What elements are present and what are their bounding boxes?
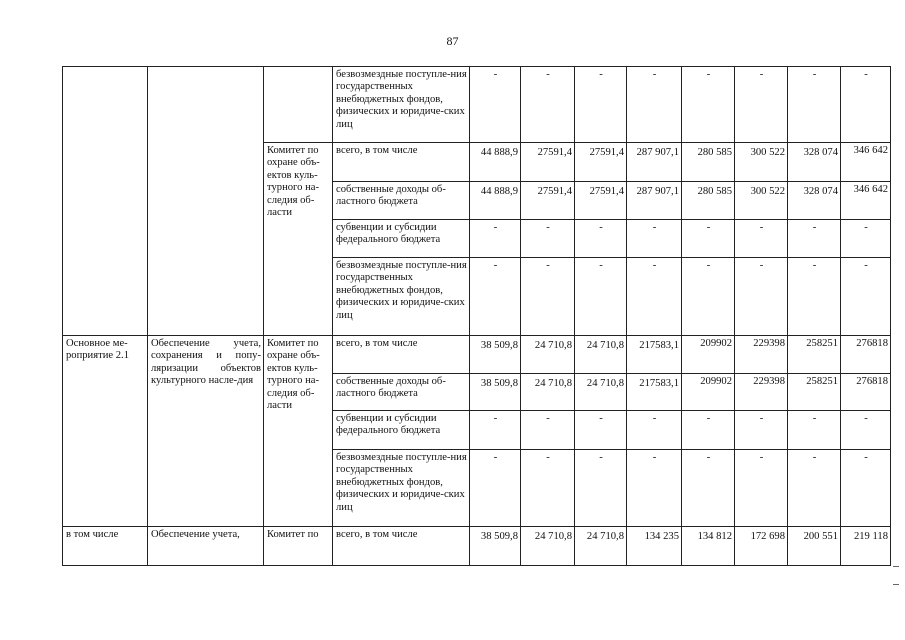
value-cell: - bbox=[521, 411, 575, 450]
value-cell: 209902 bbox=[682, 374, 735, 411]
value-cell: - bbox=[735, 67, 788, 143]
value-cell: 229398 bbox=[735, 336, 788, 374]
responsible-executor-cell: Комитет по bbox=[264, 527, 333, 566]
value-cell: 24 710,8 bbox=[575, 527, 627, 566]
value-cell: - bbox=[788, 67, 841, 143]
empty-description-cell bbox=[148, 67, 264, 336]
table-row bbox=[63, 527, 891, 566]
value-cell: - bbox=[521, 220, 575, 258]
value-cell: - bbox=[470, 411, 521, 450]
value-cell: 328 074 bbox=[788, 143, 841, 182]
value-cell: - bbox=[841, 67, 891, 143]
value-cell: - bbox=[575, 450, 627, 527]
value-cell: - bbox=[735, 411, 788, 450]
value-cell: - bbox=[470, 67, 521, 143]
value-cell: 258251 bbox=[788, 336, 841, 374]
value-cell: 27591,4 bbox=[521, 143, 575, 182]
value-cell: - bbox=[682, 67, 735, 143]
value-cell: - bbox=[788, 411, 841, 450]
funding-source-cell: субвенции и субсидии федерального бюджета bbox=[333, 220, 470, 258]
value-cell: 328 074 bbox=[788, 182, 841, 220]
measure-description-cell: Обеспечение учета, сохранения и попу-ляризации объектов культурного насле-дия bbox=[148, 336, 264, 527]
budget-table bbox=[62, 66, 891, 566]
funding-source-cell: безвозмездные поступле-ния государственных внебюджетных фондов, физических и юридиче-ских лиц bbox=[333, 258, 470, 336]
value-cell: - bbox=[841, 220, 891, 258]
value-cell: - bbox=[521, 450, 575, 527]
value-cell: - bbox=[521, 67, 575, 143]
value-cell: 27591,4 bbox=[521, 182, 575, 220]
value-cell: - bbox=[788, 258, 841, 336]
value-cell: - bbox=[682, 450, 735, 527]
value-cell: 24 710,8 bbox=[521, 336, 575, 374]
value-cell: 258251 bbox=[788, 374, 841, 411]
funding-source-cell: собственные доходы об-ластного бюджета bbox=[333, 374, 470, 411]
value-cell: 219 118 bbox=[841, 527, 891, 566]
value-cell: - bbox=[788, 220, 841, 258]
value-cell: - bbox=[735, 258, 788, 336]
funding-source-cell: всего, в том числе bbox=[333, 527, 470, 566]
value-cell: 44 888,9 bbox=[470, 143, 521, 182]
value-cell: 209902 bbox=[682, 336, 735, 374]
scan-edge-mark bbox=[893, 584, 899, 585]
value-cell: 24 710,8 bbox=[521, 527, 575, 566]
value-cell: - bbox=[627, 450, 682, 527]
value-cell: - bbox=[735, 450, 788, 527]
value-cell: - bbox=[627, 411, 682, 450]
value-cell: - bbox=[470, 450, 521, 527]
value-cell: - bbox=[627, 258, 682, 336]
value-cell: - bbox=[841, 258, 891, 336]
value-cell: 200 551 bbox=[788, 527, 841, 566]
value-cell: - bbox=[575, 258, 627, 336]
value-cell: - bbox=[735, 220, 788, 258]
funding-source-cell: всего, в том числе bbox=[333, 336, 470, 374]
funding-source-cell: безвозмездные поступле-ния государственных внебюджетных фондов, физических и юридиче-ских лиц bbox=[333, 67, 470, 143]
value-cell: - bbox=[521, 258, 575, 336]
value-cell: 229398 bbox=[735, 374, 788, 411]
measure-label-cell: Основное ме-роприятие 2.1 bbox=[63, 336, 148, 527]
value-cell: 38 509,8 bbox=[470, 527, 521, 566]
value-cell: 134 812 bbox=[682, 527, 735, 566]
value-cell: 276818 bbox=[841, 336, 891, 374]
value-cell: 300 522 bbox=[735, 182, 788, 220]
value-cell: 280 585 bbox=[682, 143, 735, 182]
value-cell: 300 522 bbox=[735, 143, 788, 182]
value-cell: - bbox=[788, 450, 841, 527]
value-cell: 276818 bbox=[841, 374, 891, 411]
empty-label-cell bbox=[63, 67, 148, 336]
value-cell: 24 710,8 bbox=[521, 374, 575, 411]
value-cell: - bbox=[470, 258, 521, 336]
funding-source-cell: субвенции и субсидии федерального бюджета bbox=[333, 411, 470, 450]
value-cell: - bbox=[682, 258, 735, 336]
value-cell: 346 642 bbox=[841, 182, 891, 220]
value-cell: - bbox=[575, 411, 627, 450]
page-number: 87 bbox=[446, 34, 459, 48]
value-cell: - bbox=[627, 220, 682, 258]
value-cell: - bbox=[627, 67, 682, 143]
value-cell: 346 642 bbox=[841, 143, 891, 182]
value-cell: 287 907,1 bbox=[627, 143, 682, 182]
responsible-executor-cell: Комитет по охране объ-ектов куль-турного на-следия об-ласти bbox=[264, 143, 333, 336]
subitem-label-cell: в том числе bbox=[63, 527, 148, 566]
value-cell: 27591,4 bbox=[575, 143, 627, 182]
scan-edge-mark bbox=[893, 566, 899, 567]
value-cell: 134 235 bbox=[627, 527, 682, 566]
value-cell: - bbox=[841, 411, 891, 450]
value-cell: - bbox=[575, 220, 627, 258]
empty-committee-cell bbox=[264, 67, 333, 143]
funding-source-cell: собственные доходы об-ластного бюджета bbox=[333, 182, 470, 220]
subitem-description-cell: Обеспечение учета, bbox=[148, 527, 264, 566]
value-cell: - bbox=[682, 220, 735, 258]
value-cell: 172 698 bbox=[735, 527, 788, 566]
value-cell: - bbox=[841, 450, 891, 527]
table-row bbox=[63, 67, 891, 143]
value-cell: 280 585 bbox=[682, 182, 735, 220]
funding-source-cell: всего, в том числе bbox=[333, 143, 470, 182]
value-cell: 27591,4 bbox=[575, 182, 627, 220]
value-cell: 38 509,8 bbox=[470, 336, 521, 374]
value-cell: 24 710,8 bbox=[575, 374, 627, 411]
responsible-executor-cell: Комитет по охране объ-ектов куль-турного на-следия об-ласти bbox=[264, 336, 333, 527]
funding-source-cell: безвозмездные поступле-ния государственных внебюджетных фондов, физических и юридиче-ских лиц bbox=[333, 450, 470, 527]
table-row bbox=[63, 336, 891, 374]
value-cell: - bbox=[575, 67, 627, 143]
value-cell: 287 907,1 bbox=[627, 182, 682, 220]
value-cell: - bbox=[470, 220, 521, 258]
value-cell: 24 710,8 bbox=[575, 336, 627, 374]
value-cell: - bbox=[682, 411, 735, 450]
value-cell: 38 509,8 bbox=[470, 374, 521, 411]
value-cell: 217583,1 bbox=[627, 374, 682, 411]
value-cell: 217583,1 bbox=[627, 336, 682, 374]
value-cell: 44 888,9 bbox=[470, 182, 521, 220]
